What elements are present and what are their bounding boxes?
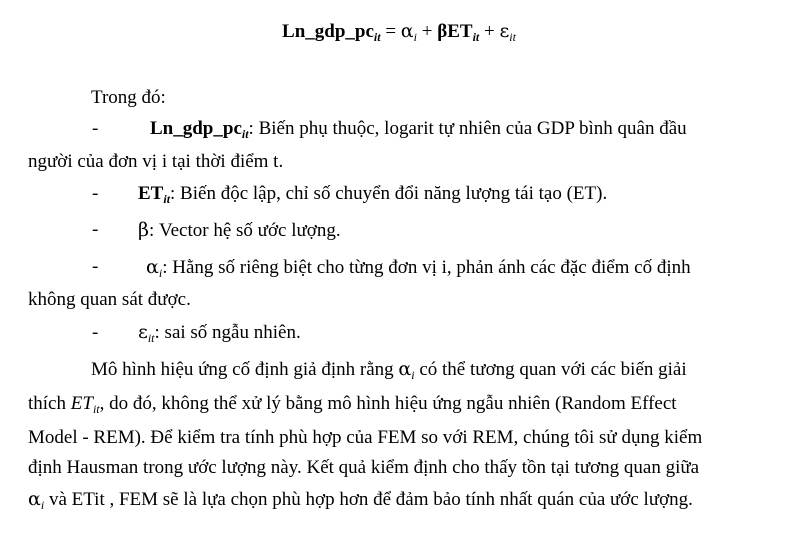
equation-beta-et: βET bbox=[437, 21, 473, 42]
bullet-dash: - bbox=[92, 219, 99, 240]
bullet-dash: - bbox=[92, 118, 99, 139]
paragraph-alpha: α bbox=[398, 358, 412, 380]
equation-lhs: Ln_gdp_pc bbox=[282, 21, 374, 42]
term-et-subscript: it bbox=[163, 192, 171, 206]
paragraph-line-2 bbox=[28, 392, 677, 416]
term-epsilon: ε bbox=[138, 321, 148, 343]
bullet-dash: - bbox=[92, 183, 99, 204]
paragraph-text: , do đó, không thể xử lý bằng mô hình hiệu ứng ngẫu nhiên (Random Effect bbox=[99, 393, 677, 414]
term-alpha-subscript: i bbox=[158, 266, 163, 280]
equation-plus-1: + bbox=[421, 21, 433, 42]
paragraph-line-5 bbox=[28, 487, 693, 512]
term-ln-gdp: Ln_gdp_pc bbox=[150, 118, 242, 139]
definition-et-line1: : Biến độc lập, chỉ số chuyển đổi năng lượng tái tạo (ET). bbox=[170, 183, 608, 204]
term-et: ET bbox=[138, 183, 164, 204]
definition-ln-gdp-line2: người của đơn vị i tại thời điểm t. bbox=[28, 151, 284, 172]
definition-beta-line1: : Vector hệ số ước lượng. bbox=[148, 220, 341, 241]
equation-epsilon: ε bbox=[499, 20, 510, 42]
paragraph-et: ET bbox=[70, 393, 93, 414]
bullet-dash: - bbox=[92, 322, 99, 343]
equation-beta-subscript: it bbox=[472, 30, 480, 44]
term-ln-gdp-subscript: it bbox=[241, 127, 249, 141]
equation-lhs-subscript: it bbox=[373, 30, 381, 44]
term-alpha: α bbox=[146, 256, 159, 278]
definition-item-et bbox=[138, 182, 607, 206]
equation-alpha-subscript: i bbox=[413, 30, 417, 44]
paragraph-line-1 bbox=[91, 357, 687, 382]
definition-alpha-line1: : Hằng số riêng biệt cho từng đơn vị i, phản ánh các đặc điểm cố định bbox=[162, 257, 691, 278]
definition-item-ln-gdp bbox=[150, 117, 687, 141]
equation-epsilon-subscript: it bbox=[509, 30, 516, 44]
model-equation bbox=[0, 20, 798, 43]
definition-item-epsilon bbox=[138, 320, 301, 345]
term-beta: β bbox=[138, 219, 149, 241]
paragraph-text: Mô hình hiệu ứng cố định giả định rằng bbox=[91, 359, 394, 380]
equation-alpha: α bbox=[400, 20, 414, 42]
paragraph-text: thích bbox=[28, 393, 66, 414]
paragraph-alpha-2: α bbox=[28, 488, 41, 510]
definition-epsilon-line1: : sai số ngẫu nhiên. bbox=[154, 322, 301, 343]
paragraph-line-4: định Hausman trong ước lượng này. Kết quả kiểm định cho thấy tồn tại tương quan giữa bbox=[28, 457, 700, 478]
equation-plus-2: + bbox=[483, 21, 495, 42]
intro-text: Trong đó: bbox=[91, 87, 166, 108]
term-epsilon-subscript: it bbox=[147, 331, 155, 345]
paragraph-alpha-subscript: i bbox=[411, 368, 415, 382]
definition-item-alpha bbox=[146, 255, 691, 280]
paragraph-text: và ETit , FEM sẽ là lựa chọn phù hợp hơn để đảm bảo tính nhất quán của ước lượng. bbox=[48, 489, 693, 510]
definition-ln-gdp-line1: : Biến phụ thuộc, logarit tự nhiên của GDP bình quân đầu bbox=[248, 118, 687, 139]
paragraph-line-3: Model - REM). Để kiểm tra tính phù hợp của FEM so với REM, chúng tôi sử dụng kiểm bbox=[28, 427, 703, 448]
paragraph-et-subscript: it bbox=[92, 402, 100, 416]
paragraph-text: có thể tương quan với các biến giải bbox=[419, 359, 687, 380]
bullet-dash: - bbox=[92, 256, 99, 277]
definition-alpha-line2: không quan sát được. bbox=[28, 289, 191, 310]
paragraph-alpha-2-subscript: i bbox=[40, 498, 45, 512]
equation-equals: = bbox=[385, 21, 397, 42]
definition-item-beta bbox=[138, 218, 341, 243]
